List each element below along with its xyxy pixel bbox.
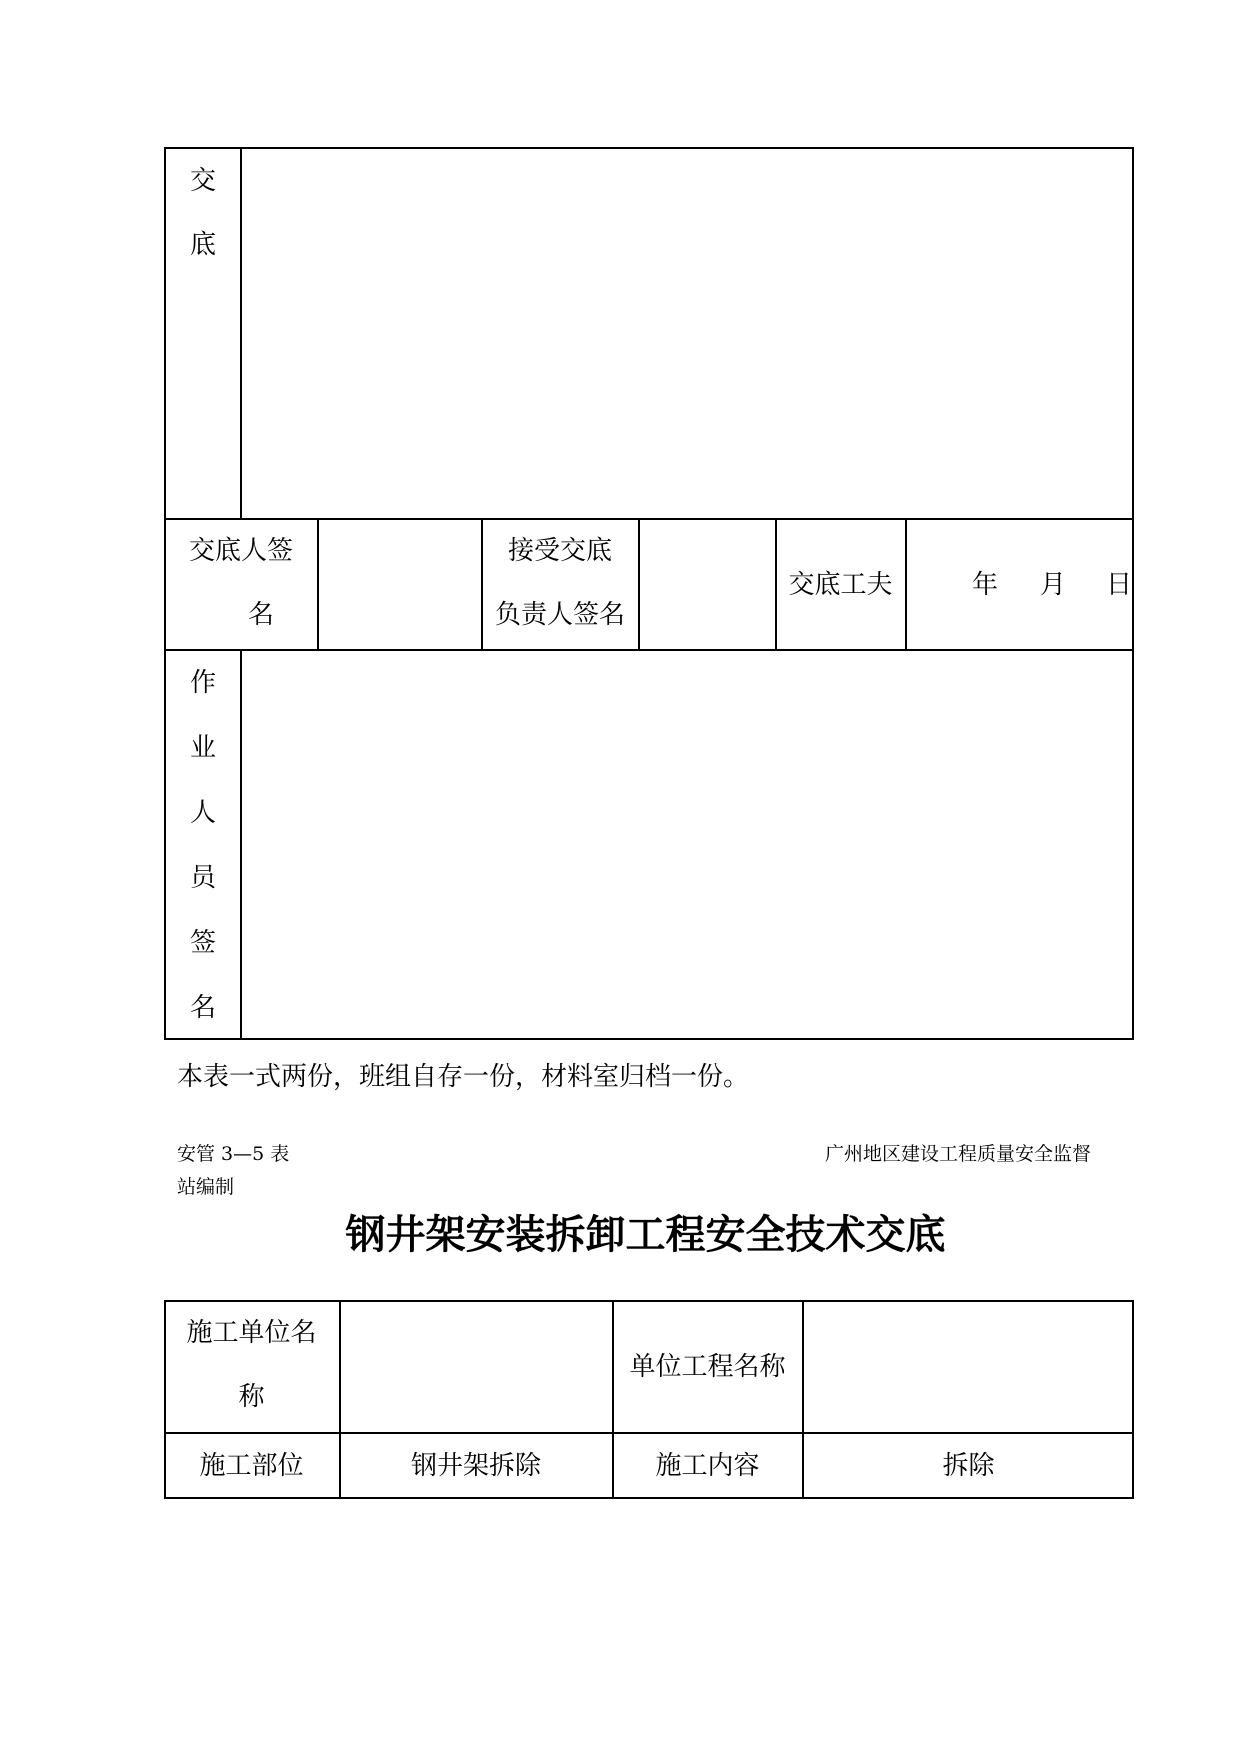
jieshou-label-line1: 接受交底 <box>507 536 612 566</box>
workers-label-char: 员 <box>189 863 216 893</box>
workers-label-char: 人 <box>189 798 216 828</box>
form-code: 安管 3—5 表 <box>177 1143 290 1165</box>
workers-label-char: 业 <box>189 733 216 763</box>
time-label: 交底工夫 <box>788 570 893 600</box>
unit-name-label-line1: 施工单位名 <box>186 1318 317 1348</box>
divider <box>612 1300 614 1499</box>
divider <box>775 518 777 650</box>
jiaodiren-label <box>166 538 316 628</box>
project-name-label: 单位工程名称 <box>629 1351 786 1382</box>
issuer-line2: 站编制 <box>177 1176 235 1198</box>
workers-label-char: 作 <box>189 668 216 698</box>
form-note: 本表一式两份，班组自存一份，材料室归档一份。 <box>177 1062 750 1092</box>
page-title: 钢井架安装拆卸工程安全技术交底 <box>345 1211 946 1258</box>
divider <box>164 649 1134 651</box>
unit-name-label <box>166 1320 337 1410</box>
content-label: 施工内容 <box>655 1450 760 1481</box>
issuer-line1: 广州地区建设工程质量安全监督 <box>825 1143 1092 1165</box>
jiaodiren-label-line1: 交底人签 <box>188 536 293 566</box>
workers-label-char: 名 <box>189 993 216 1023</box>
divider <box>481 518 483 650</box>
workers-label-char: 签 <box>189 928 216 958</box>
divider <box>164 518 1134 520</box>
divider <box>905 518 907 650</box>
date-month: 月 <box>1040 570 1067 600</box>
divider <box>339 1300 341 1499</box>
content-value: 拆除 <box>942 1450 995 1481</box>
unit-name-label-line2: 称 <box>238 1382 265 1412</box>
jieshou-label-line2: 负责人签名 <box>494 600 625 630</box>
divider <box>240 147 242 519</box>
divider <box>317 518 319 650</box>
jiaodiren-label-line2: 名 <box>247 600 274 630</box>
date-year: 年 <box>972 570 999 600</box>
project-name-field[interactable] <box>805 1303 1132 1430</box>
divider <box>638 518 640 650</box>
jieshou-signature-field[interactable] <box>641 521 773 648</box>
divider <box>240 649 242 1040</box>
jiaodiren-signature-field[interactable] <box>320 521 479 648</box>
jiaodi-label-char: 底 <box>189 230 216 260</box>
date-day: 日 <box>1106 570 1133 600</box>
unit-name-field[interactable] <box>342 1303 610 1430</box>
divider <box>802 1300 804 1499</box>
location-value: 钢井架拆除 <box>410 1450 541 1481</box>
location-label: 施工部位 <box>199 1450 304 1481</box>
jieshou-label <box>484 538 636 628</box>
jiaodi-label-char: 交 <box>189 166 216 196</box>
